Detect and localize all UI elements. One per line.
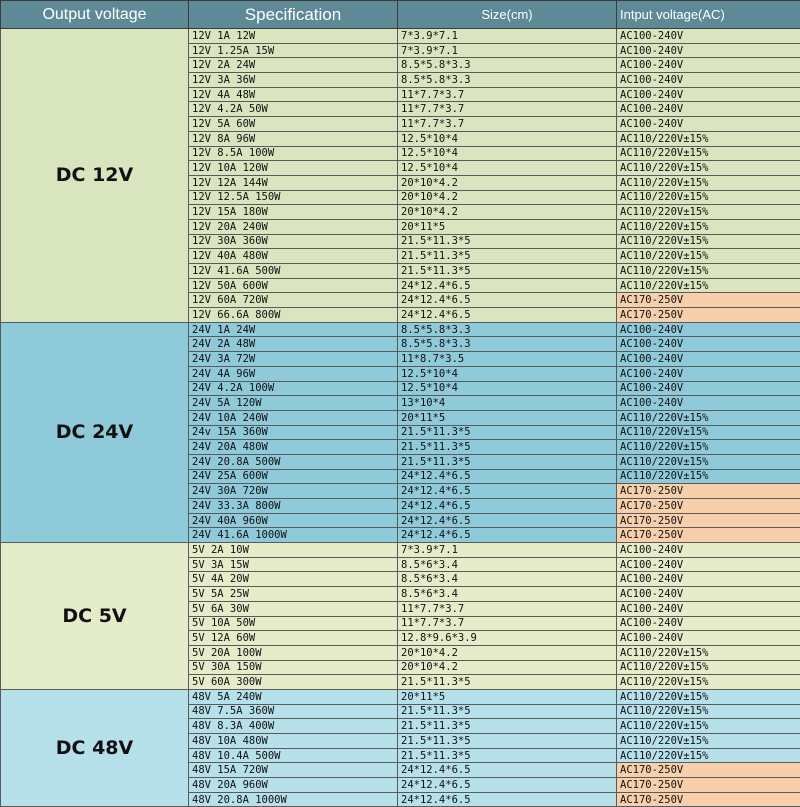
spec-cell: 12V 3A 36W bbox=[189, 73, 398, 88]
table-row bbox=[1, 689, 800, 704]
spec-cell: 12V 12.5A 150W bbox=[189, 190, 398, 205]
size-cell: 24*12.4*6.5 bbox=[398, 792, 617, 807]
spec-cell: 12V 2A 24W bbox=[189, 58, 398, 73]
spec-cell: 12V 40A 480W bbox=[189, 249, 398, 264]
input-voltage-cell: AC170-250V bbox=[617, 308, 800, 323]
input-voltage-cell: AC110/220V±15% bbox=[617, 131, 800, 146]
size-cell: 20*10*4.2 bbox=[398, 645, 617, 660]
size-cell: 24*12.4*6.5 bbox=[398, 528, 617, 543]
input-voltage-cell: AC110/220V±15% bbox=[617, 645, 800, 660]
spec-cell: 12V 8A 96W bbox=[189, 131, 398, 146]
spec-cell: 24V 10A 240W bbox=[189, 410, 398, 425]
size-cell: 20*11*5 bbox=[398, 219, 617, 234]
spec-cell: 5V 6A 30W bbox=[189, 601, 398, 616]
size-cell: 12.5*10*4 bbox=[398, 366, 617, 381]
spec-cell: 24V 20.8A 500W bbox=[189, 454, 398, 469]
size-cell: 24*12.4*6.5 bbox=[398, 308, 617, 323]
input-voltage-cell: AC110/220V±15% bbox=[617, 175, 800, 190]
size-cell: 24*12.4*6.5 bbox=[398, 778, 617, 793]
spec-cell: 12V 4A 48W bbox=[189, 87, 398, 102]
input-voltage-cell: AC110/220V±15% bbox=[617, 704, 800, 719]
size-cell: 11*7.7*3.7 bbox=[398, 87, 617, 102]
size-cell: 8.5*6*3.4 bbox=[398, 557, 617, 572]
spec-cell: 12V 15A 180W bbox=[189, 205, 398, 220]
input-voltage-cell: AC110/220V±15% bbox=[617, 146, 800, 161]
size-cell: 8.5*6*3.4 bbox=[398, 587, 617, 602]
group-label: DC 48V bbox=[1, 689, 189, 807]
spec-cell: 12V 5A 60W bbox=[189, 117, 398, 132]
group-label: DC 24V bbox=[1, 322, 189, 542]
spec-cell: 5V 2A 10W bbox=[189, 543, 398, 558]
input-voltage-cell: AC100-240V bbox=[617, 58, 800, 73]
input-voltage-cell: AC110/220V±15% bbox=[617, 689, 800, 704]
size-cell: 7*3.9*7.1 bbox=[398, 543, 617, 558]
size-cell: 20*10*4.2 bbox=[398, 205, 617, 220]
size-cell: 20*11*5 bbox=[398, 689, 617, 704]
spec-cell: 48V 20A 960W bbox=[189, 778, 398, 793]
input-voltage-cell: AC170-250V bbox=[617, 484, 800, 499]
spec-cell: 48V 10.4A 500W bbox=[189, 748, 398, 763]
size-cell: 20*10*4.2 bbox=[398, 190, 617, 205]
header-specification: Specification bbox=[189, 1, 398, 29]
spec-cell: 12V 30A 360W bbox=[189, 234, 398, 249]
input-voltage-cell: AC110/220V±15% bbox=[617, 734, 800, 749]
input-voltage-cell: AC100-240V bbox=[617, 29, 800, 44]
size-cell: 24*12.4*6.5 bbox=[398, 763, 617, 778]
spec-cell: 24V 4.2A 100W bbox=[189, 381, 398, 396]
spec-cell: 12V 8.5A 100W bbox=[189, 146, 398, 161]
size-cell: 11*7.7*3.7 bbox=[398, 102, 617, 117]
spec-cell: 24V 3A 72W bbox=[189, 352, 398, 367]
input-voltage-cell: AC110/220V±15% bbox=[617, 719, 800, 734]
size-cell: 24*12.4*6.5 bbox=[398, 278, 617, 293]
size-cell: 24*12.4*6.5 bbox=[398, 469, 617, 484]
spec-cell: 5V 60A 300W bbox=[189, 675, 398, 690]
input-voltage-cell: AC110/220V±15% bbox=[617, 425, 800, 440]
size-cell: 21.5*11.3*5 bbox=[398, 454, 617, 469]
input-voltage-cell: AC110/220V±15% bbox=[617, 410, 800, 425]
input-voltage-cell: AC110/220V±15% bbox=[617, 660, 800, 675]
input-voltage-cell: AC100-240V bbox=[617, 73, 800, 88]
table-row bbox=[1, 322, 800, 337]
spec-cell: 5V 30A 150W bbox=[189, 660, 398, 675]
input-voltage-cell: AC170-250V bbox=[617, 792, 800, 807]
spec-cell: 24V 20A 480W bbox=[189, 440, 398, 455]
size-cell: 21.5*11.3*5 bbox=[398, 425, 617, 440]
spec-cell: 24V 40A 960W bbox=[189, 513, 398, 528]
spec-cell: 12V 50A 600W bbox=[189, 278, 398, 293]
header-size: Size(cm) bbox=[398, 1, 617, 29]
spec-cell: 48V 8.3A 400W bbox=[189, 719, 398, 734]
spec-cell: 48V 20.8A 1000W bbox=[189, 792, 398, 807]
input-voltage-cell: AC110/220V±15% bbox=[617, 219, 800, 234]
spec-cell: 24V 30A 720W bbox=[189, 484, 398, 499]
spec-cell: 24V 4A 96W bbox=[189, 366, 398, 381]
input-voltage-cell: AC100-240V bbox=[617, 117, 800, 132]
spec-cell: 24V 2A 48W bbox=[189, 337, 398, 352]
spec-cell: 24V 25A 600W bbox=[189, 469, 398, 484]
spec-cell: 12V 1A 12W bbox=[189, 29, 398, 44]
input-voltage-cell: AC110/220V±15% bbox=[617, 190, 800, 205]
input-voltage-cell: AC170-250V bbox=[617, 513, 800, 528]
size-cell: 8.5*6*3.4 bbox=[398, 572, 617, 587]
size-cell: 21.5*11.3*5 bbox=[398, 734, 617, 749]
spec-cell: 5V 4A 20W bbox=[189, 572, 398, 587]
input-voltage-cell: AC170-250V bbox=[617, 293, 800, 308]
spec-cell: 48V 7.5A 360W bbox=[189, 704, 398, 719]
size-cell: 12.5*10*4 bbox=[398, 381, 617, 396]
size-cell: 12.8*9.6*3.9 bbox=[398, 631, 617, 646]
size-cell: 21.5*11.3*5 bbox=[398, 440, 617, 455]
table-body bbox=[1, 29, 800, 807]
input-voltage-cell: AC110/220V±15% bbox=[617, 161, 800, 176]
input-voltage-cell: AC170-250V bbox=[617, 778, 800, 793]
size-cell: 21.5*11.3*5 bbox=[398, 234, 617, 249]
size-cell: 24*12.4*6.5 bbox=[398, 293, 617, 308]
input-voltage-cell: AC110/220V±15% bbox=[617, 264, 800, 279]
input-voltage-cell: AC100-240V bbox=[617, 43, 800, 58]
size-cell: 20*11*5 bbox=[398, 410, 617, 425]
input-voltage-cell: AC100-240V bbox=[617, 87, 800, 102]
size-cell: 12.5*10*4 bbox=[398, 146, 617, 161]
size-cell: 12.5*10*4 bbox=[398, 161, 617, 176]
size-cell: 11*7.7*3.7 bbox=[398, 601, 617, 616]
spec-cell: 5V 10A 50W bbox=[189, 616, 398, 631]
size-cell: 21.5*11.3*5 bbox=[398, 704, 617, 719]
group-label: DC 12V bbox=[1, 29, 189, 323]
input-voltage-cell: AC110/220V±15% bbox=[617, 205, 800, 220]
spec-cell: 12V 12A 144W bbox=[189, 175, 398, 190]
spec-cell: 48V 15A 720W bbox=[189, 763, 398, 778]
input-voltage-cell: AC100-240V bbox=[617, 102, 800, 117]
input-voltage-cell: AC100-240V bbox=[617, 337, 800, 352]
group-label: DC 5V bbox=[1, 543, 189, 690]
input-voltage-cell: AC110/220V±15% bbox=[617, 249, 800, 264]
size-cell: 24*12.4*6.5 bbox=[398, 499, 617, 514]
table-row bbox=[1, 543, 800, 558]
size-cell: 24*12.4*6.5 bbox=[398, 513, 617, 528]
input-voltage-cell: AC100-240V bbox=[617, 616, 800, 631]
input-voltage-cell: AC110/220V±15% bbox=[617, 454, 800, 469]
input-voltage-cell: AC100-240V bbox=[617, 366, 800, 381]
size-cell: 12.5*10*4 bbox=[398, 131, 617, 146]
spec-cell: 24V 5A 120W bbox=[189, 396, 398, 411]
size-cell: 8.5*5.8*3.3 bbox=[398, 73, 617, 88]
size-cell: 13*10*4 bbox=[398, 396, 617, 411]
size-cell: 8.5*5.8*3.3 bbox=[398, 337, 617, 352]
spec-cell: 48V 10A 480W bbox=[189, 734, 398, 749]
input-voltage-cell: AC170-250V bbox=[617, 763, 800, 778]
input-voltage-cell: AC100-240V bbox=[617, 587, 800, 602]
size-cell: 11*8.7*3.5 bbox=[398, 352, 617, 367]
input-voltage-cell: AC100-240V bbox=[617, 601, 800, 616]
size-cell: 8.5*5.8*3.3 bbox=[398, 58, 617, 73]
spec-cell: 12V 20A 240W bbox=[189, 219, 398, 234]
spec-cell: 5V 12A 60W bbox=[189, 631, 398, 646]
size-cell: 21.5*11.3*5 bbox=[398, 748, 617, 763]
spec-cell: 5V 20A 100W bbox=[189, 645, 398, 660]
size-cell: 24*12.4*6.5 bbox=[398, 484, 617, 499]
spec-cell: 12V 41.6A 500W bbox=[189, 264, 398, 279]
input-voltage-cell: AC100-240V bbox=[617, 631, 800, 646]
size-cell: 21.5*11.3*5 bbox=[398, 675, 617, 690]
spec-cell: 24v 15A 360W bbox=[189, 425, 398, 440]
input-voltage-cell: AC110/220V±15% bbox=[617, 748, 800, 763]
input-voltage-cell: AC100-240V bbox=[617, 381, 800, 396]
input-voltage-cell: AC110/220V±15% bbox=[617, 675, 800, 690]
input-voltage-cell: AC100-240V bbox=[617, 396, 800, 411]
input-voltage-cell: AC100-240V bbox=[617, 557, 800, 572]
input-voltage-cell: AC100-240V bbox=[617, 543, 800, 558]
table-row bbox=[1, 29, 800, 44]
spec-cell: 12V 4.2A 50W bbox=[189, 102, 398, 117]
size-cell: 8.5*5.8*3.3 bbox=[398, 322, 617, 337]
header-row bbox=[1, 1, 800, 29]
size-cell: 7*3.9*7.1 bbox=[398, 29, 617, 44]
input-voltage-cell: AC170-250V bbox=[617, 499, 800, 514]
input-voltage-cell: AC100-240V bbox=[617, 322, 800, 337]
size-cell: 21.5*11.3*5 bbox=[398, 264, 617, 279]
size-cell: 11*7.7*3.7 bbox=[398, 117, 617, 132]
spec-cell: 24V 41.6A 1000W bbox=[189, 528, 398, 543]
input-voltage-cell: AC170-250V bbox=[617, 528, 800, 543]
spec-cell: 12V 60A 720W bbox=[189, 293, 398, 308]
size-cell: 7*3.9*7.1 bbox=[398, 43, 617, 58]
size-cell: 11*7.7*3.7 bbox=[398, 616, 617, 631]
spec-cell: 24V 33.3A 800W bbox=[189, 499, 398, 514]
spec-cell: 12V 1.25A 15W bbox=[189, 43, 398, 58]
header-input-voltage: Intput voltage(AC) bbox=[617, 1, 800, 29]
input-voltage-cell: AC110/220V±15% bbox=[617, 278, 800, 293]
input-voltage-cell: AC110/220V±15% bbox=[617, 469, 800, 484]
size-cell: 20*10*4.2 bbox=[398, 660, 617, 675]
header-output-voltage: Output voltage bbox=[1, 1, 189, 29]
spec-cell: 5V 5A 25W bbox=[189, 587, 398, 602]
size-cell: 21.5*11.3*5 bbox=[398, 249, 617, 264]
spec-cell: 12V 66.6A 800W bbox=[189, 308, 398, 323]
spec-cell: 24V 1A 24W bbox=[189, 322, 398, 337]
input-voltage-cell: AC110/220V±15% bbox=[617, 440, 800, 455]
input-voltage-cell: AC100-240V bbox=[617, 352, 800, 367]
input-voltage-cell: AC100-240V bbox=[617, 572, 800, 587]
size-cell: 21.5*11.3*5 bbox=[398, 719, 617, 734]
spec-cell: 5V 3A 15W bbox=[189, 557, 398, 572]
spec-cell: 12V 10A 120W bbox=[189, 161, 398, 176]
spec-cell: 48V 5A 240W bbox=[189, 689, 398, 704]
size-cell: 20*10*4.2 bbox=[398, 175, 617, 190]
input-voltage-cell: AC110/220V±15% bbox=[617, 234, 800, 249]
